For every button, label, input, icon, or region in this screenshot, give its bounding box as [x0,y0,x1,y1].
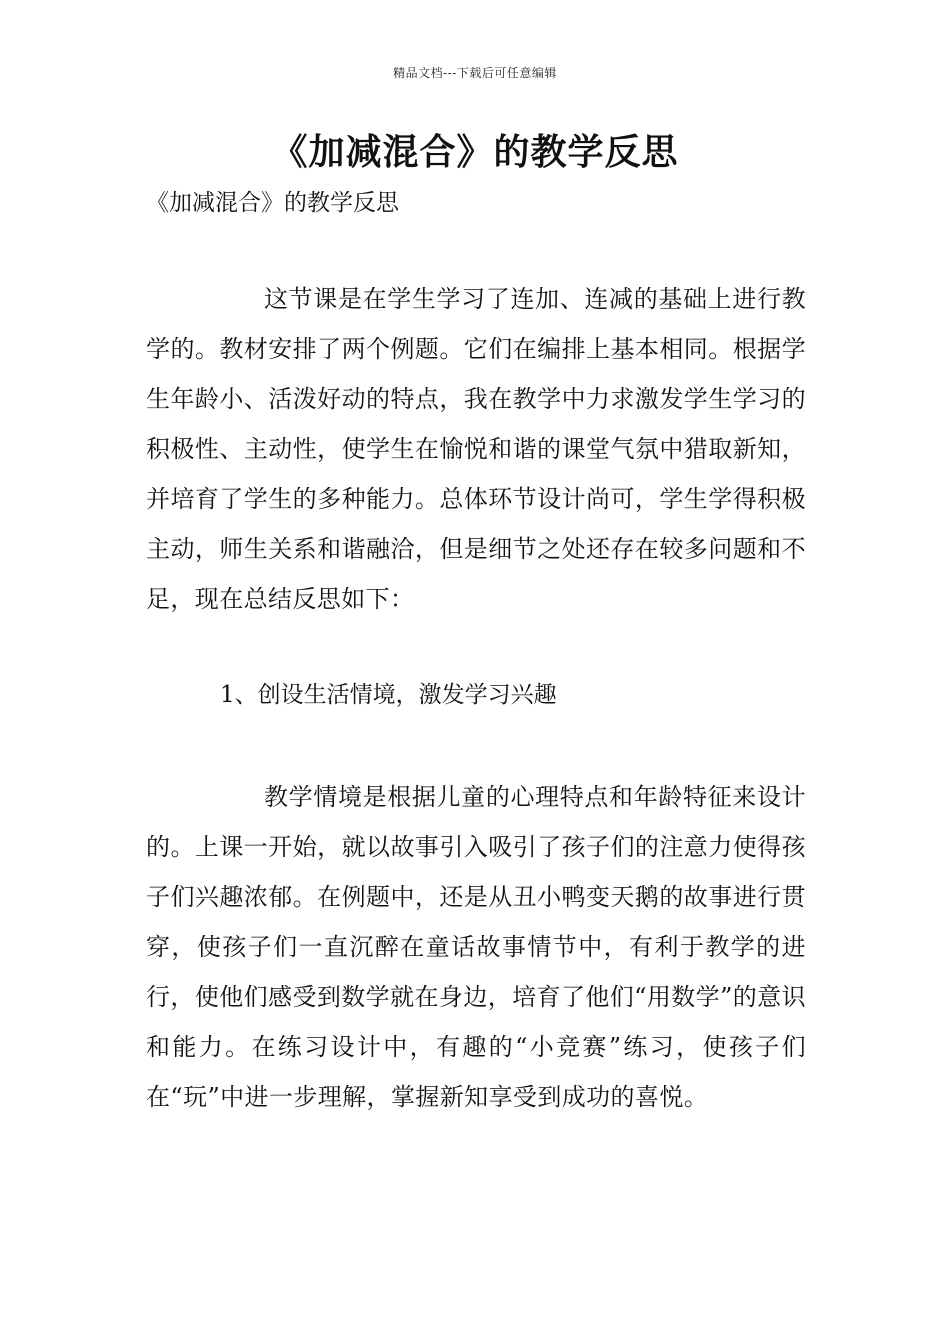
section-heading: 1、创设生活情境，激发学习兴趣 [220,682,557,708]
subtitle: 《加减混合》的教学反思 [146,190,399,216]
page-title: 《加减混合》的教学反思 [271,132,679,173]
paragraph-intro: 这节课是在学生学习了连加、连减的基础上进行教学的。教材安排了两个例题。它们在编排上基本相同。根据学生年龄小、活泼好动的特点，我在教学中力求激发学生学习的积极性、主动性，使学生在愉悦和谐的课堂气氛中猎取新知，并培育了学生的多种能力。总体环节设计尚可，学生学得积极主动，师生关系和谐融洽，但是细节之处还存在较多问题和不足，现在总结反思如下： [146,285,806,613]
paragraph-section-1: 教学情境是根据儿童的心理特点和年龄特征来设计的。上课一开始，就以故事引入吸引了孩子们的注意力使得孩子们兴趣浓郁。在例题中，还是从丑小鸭变天鹅的故事进行贯穿，使孩子们一直沉醉在童话故事情节中，有利于教学的进行，使他们感受到数学就在身边，培育了他们“用数学”的意识和能力。在练习设计中，有趣的“小竞赛”练习，使孩子们在“玩”中进一步理解，掌握新知享受到成功的喜悦。 [146,783,806,1111]
header-note: 精品文档---下载后可任意编辑 [393,66,557,80]
